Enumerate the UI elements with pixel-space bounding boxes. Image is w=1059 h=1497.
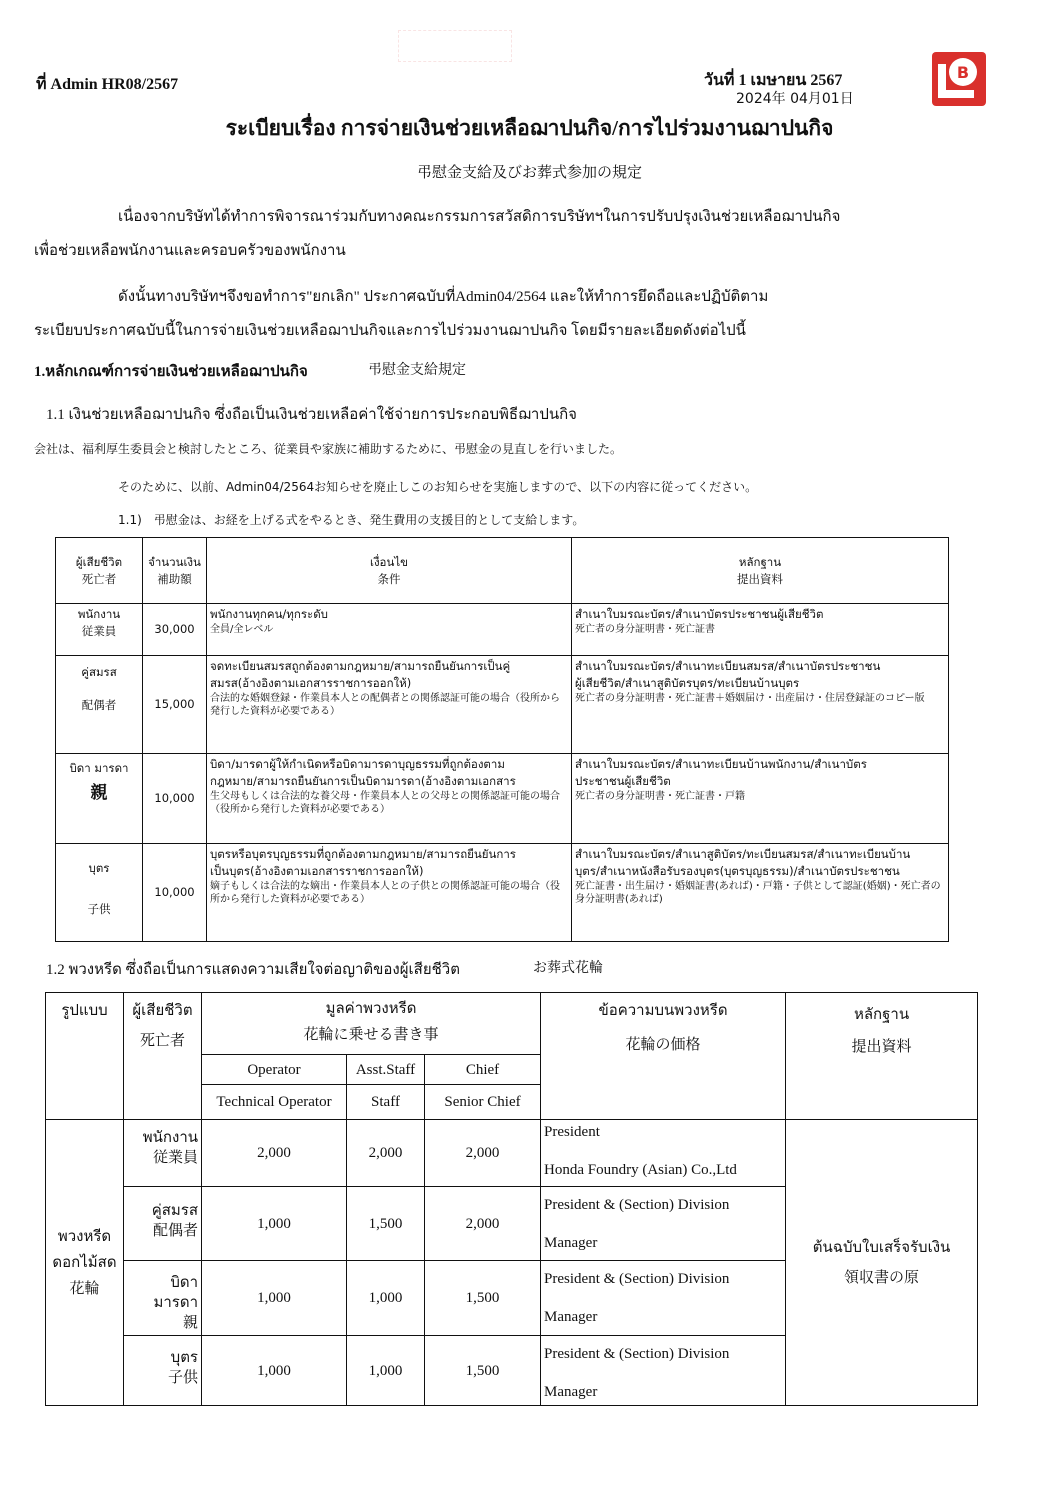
value-cell: 2,000 <box>202 1120 347 1187</box>
wreath-type-cell: พวงหรีด ดอกไม้สด 花輪 <box>46 1120 124 1406</box>
intro-paragraph-2-line-1: ดังนั้นทางบริษัทฯจึงขอทำการ"ยกเลิก" ประกาศฉบับที่Admin04/2564 และให้ทำการยึดถือและปฏิบัติตาม <box>118 289 769 305</box>
intro-paragraph-1-line-2: เพื่อช่วยเหลือพนักงานและครอบครัวของพนักงาน <box>34 243 346 259</box>
header-evidence: หลักฐาน 提出資料 <box>786 993 978 1120</box>
amount-cell: 10,000 <box>143 844 207 942</box>
section-1-japanese-line-2: そのために、以前、Admin04/2564お知らせを廃止しこのお知らせを実施しますので、以下の内容に従ってください。 <box>118 480 758 494</box>
value-cell: 1,000 <box>202 1187 347 1261</box>
deceased-cell: พนักงาน 従業員 <box>56 604 143 656</box>
wreath-table <box>45 992 978 1406</box>
header-evidence: หลักฐาน 提出資料 <box>572 538 949 604</box>
reference-number: ที่ Admin HR08/2567 <box>36 76 179 93</box>
table-row <box>56 656 949 754</box>
grade-technical-operator: Technical Operator <box>202 1085 347 1120</box>
deceased-cell: บุตร 子供 <box>56 844 143 942</box>
value-cell: 1,500 <box>425 1336 541 1406</box>
deceased-cell: คู่สมรส 配偶者 <box>56 656 143 754</box>
date-thai: วันที่ 1 เมษายน 2567 <box>704 72 843 89</box>
header-deceased: ผู้เสียชีวิต 死亡者 <box>124 993 202 1120</box>
faded-stamp-mark <box>398 30 512 62</box>
table-row <box>56 754 949 844</box>
evidence-cell: สำเนาใบมรณะบัตร/สำเนาทะเบียนสมรส/สำเนาบัตรประชาชน ผู้เสียชีวิต/สำเนาสูติบัตรบุตร/ทะเบียนบ้านบุตร 死亡者の身分証明書・死亡証書＋婚姻届け・出産届け・住居登録証のコピー版 <box>572 656 949 754</box>
grade-asst-staff: Asst.Staff <box>347 1055 425 1085</box>
grade-staff: Staff <box>347 1085 425 1120</box>
value-cell: 1,000 <box>347 1261 425 1336</box>
logo-letter: B <box>956 63 970 82</box>
amount-cell: 15,000 <box>143 656 207 754</box>
message-cell: President & (Section) Division Manager <box>541 1261 786 1336</box>
amount-cell: 30,000 <box>143 604 207 656</box>
table-header-row <box>56 538 949 604</box>
evidence-cell: ต้นฉบับใบเสร็จรับเงิน 領収書の原 <box>786 1120 978 1406</box>
section-1-2-heading: 1.2 พวงหรีด ซึ่งถือเป็นการแสดงความเสียใจต่อญาติของผู้เสียชีวิต <box>46 962 460 978</box>
header-wreath-value: มูลค่าพวงหรีด 花輪に乗せる書き事 <box>202 993 541 1055</box>
value-cell: 1,000 <box>202 1261 347 1336</box>
evidence-cell: สำเนาใบมรณะบัตร/สำเนาบัตรประชาชนผู้เสียชีวิต 死亡者の身分証明書・死亡証書 <box>572 604 949 656</box>
section-1-japanese-line-1: 会社は、福利厚生委員会と検討したところ、従業員や家族に補助するために、弔慰金の見直しを行いました。 <box>34 442 623 456</box>
table-row <box>56 604 949 656</box>
message-cell: President & (Section) Division Manager <box>541 1187 786 1261</box>
header-type: รูปแบบ <box>46 993 124 1120</box>
value-cell: 1,000 <box>202 1336 347 1406</box>
intro-paragraph-1-line-1: เนื่องจากบริษัทได้ทำการพิจารณาร่วมกับทางคณะกรรมการสวัสดิการบริษัทฯในการปรับปรุงเงินช่วยเหลือฌาปนกิจ <box>118 209 841 225</box>
deceased-cell: บิดามารดา 親 <box>124 1261 202 1336</box>
evidence-cell: สำเนาใบมรณะบัตร/สำเนาสูติบัตร/ทะเบียนสมรส/สำเนาทะเบียนบ้าน บุตร/สำเนาหนังสือรับรองบุตร(บุตรบุญธรรม)/สำเนาบัตรประชาชน 死亡証書・出生届け・婚姻証書(あれば)・戸籍・子供として認証(婚姻)・死亡者の身分証明書(あれば) <box>572 844 949 942</box>
message-cell: President Honda Foundry (Asian) Co.,Ltd <box>541 1120 786 1187</box>
value-cell: 2,000 <box>347 1120 425 1187</box>
header-deceased: ผู้เสียชีวิต 死亡者 <box>56 538 143 604</box>
value-cell: 1,500 <box>425 1261 541 1336</box>
intro-paragraph-2-line-2: ระเบียบประกาศฉบับนี้ในการจ่ายเงินช่วยเหลือฌาปนกิจและการไปร่วมงานฌาปนกิจ โดยมีรายละเอียดดังต่อไปนี้ <box>34 323 746 339</box>
condition-cell: บิดา/มารดาผู้ให้กำเนิดหรือบิดามารดาบุญธรรมที่ถูกต้องตาม กฎหมาย/สามารถยืนยันการเป็นบิดามารดา(อ้างอิงตามเอกสาร 生父母もしくは合法的な養父母・作業員本人との父母との関係認証可能の場合（役所から発行した資料が必要である） <box>207 754 572 844</box>
grade-operator: Operator <box>202 1055 347 1085</box>
grade-chief: Chief <box>425 1055 541 1085</box>
deceased-cell: บิดา มารดา 親 <box>56 754 143 844</box>
condition-cell: พนักงานทุกคน/ทุกระดับ 全員/全レベル <box>207 604 572 656</box>
condition-cell: จดทะเบียนสมรสถูกต้องตามกฎหมาย/สามารถยืนยันการเป็นคู่ สมรส(อ้างอิงตามเอกสารราชการออกให้) 合法的な婚姻登録・作業員本人との配偶者との関係認証可能の場合（役所から発行した資料が必要である） <box>207 656 572 754</box>
value-cell: 2,000 <box>425 1120 541 1187</box>
company-logo-icon <box>930 50 988 108</box>
deceased-cell: คู่สมรส 配偶者 <box>124 1187 202 1261</box>
table-header-row <box>46 993 978 1055</box>
amount-cell: 10,000 <box>143 754 207 844</box>
table-row <box>46 1120 978 1187</box>
header-wreath-message: ข้อความบนพวงหรีด 花輪の価格 <box>541 993 786 1120</box>
condolence-payment-table <box>55 537 949 942</box>
section-1-japanese-line-3: 1.1) 弔慰金は、お経を上げる式をやるとき、発生費用の支援目的として支給します。 <box>118 513 585 527</box>
section-1-heading-japanese: 弔慰金支給規定 <box>368 362 466 378</box>
grade-senior-chief: Senior Chief <box>425 1085 541 1120</box>
section-1-1-heading: 1.1 เงินช่วยเหลือฌาปนกิจ ซึ่งถือเป็นเงินช่วยเหลือค่าใช้จ่ายการประกอบพิธีฌาปนกิจ <box>46 407 577 423</box>
condition-cell: บุตรหรือบุตรบุญธรรมที่ถูกต้องตามกฎหมาย/สามารถยืนยันการ เป็นบุตร(อ้างอิงตามเอกสารราชการออกให้) 嫡子もしくは合法的な嫡出・作業員本人との子供との関係認証可能の場合（役所から発行した資料が必要である） <box>207 844 572 942</box>
message-cell: President & (Section) Division Manager <box>541 1336 786 1406</box>
date-japanese: 2024年 04月01日 <box>736 91 854 107</box>
table-row <box>56 844 949 942</box>
value-cell: 1,500 <box>347 1187 425 1261</box>
document-title: ระเบียบเรื่อง การจ่ายเงินช่วยเหลือฌาปนกิจ/การไปร่วมงานฌาปนกิจ <box>225 116 834 140</box>
section-1-heading: 1.หลักเกณฑ์การจ่ายเงินช่วยเหลือฌาปนกิจ <box>34 364 308 380</box>
value-cell: 2,000 <box>425 1187 541 1261</box>
header-condition: เงื่อนไข 条件 <box>207 538 572 604</box>
value-cell: 1,000 <box>347 1336 425 1406</box>
section-1-2-heading-japanese: お葬式花輪 <box>533 960 603 976</box>
document-title-japanese: 弔慰金支給及びお葬式参加の規定 <box>416 163 642 181</box>
deceased-cell: พนักงาน 従業員 <box>124 1120 202 1187</box>
evidence-cell: สำเนาใบมรณะบัตร/สำเนาทะเบียนบ้านพนักงาน/สำเนาบัตร ประชาชนผู้เสียชีวิต 死亡者の身分証明書・死亡証書・戸籍 <box>572 754 949 844</box>
deceased-cell: บุตร 子供 <box>124 1336 202 1406</box>
header-amount: จำนวนเงิน 補助額 <box>143 538 207 604</box>
